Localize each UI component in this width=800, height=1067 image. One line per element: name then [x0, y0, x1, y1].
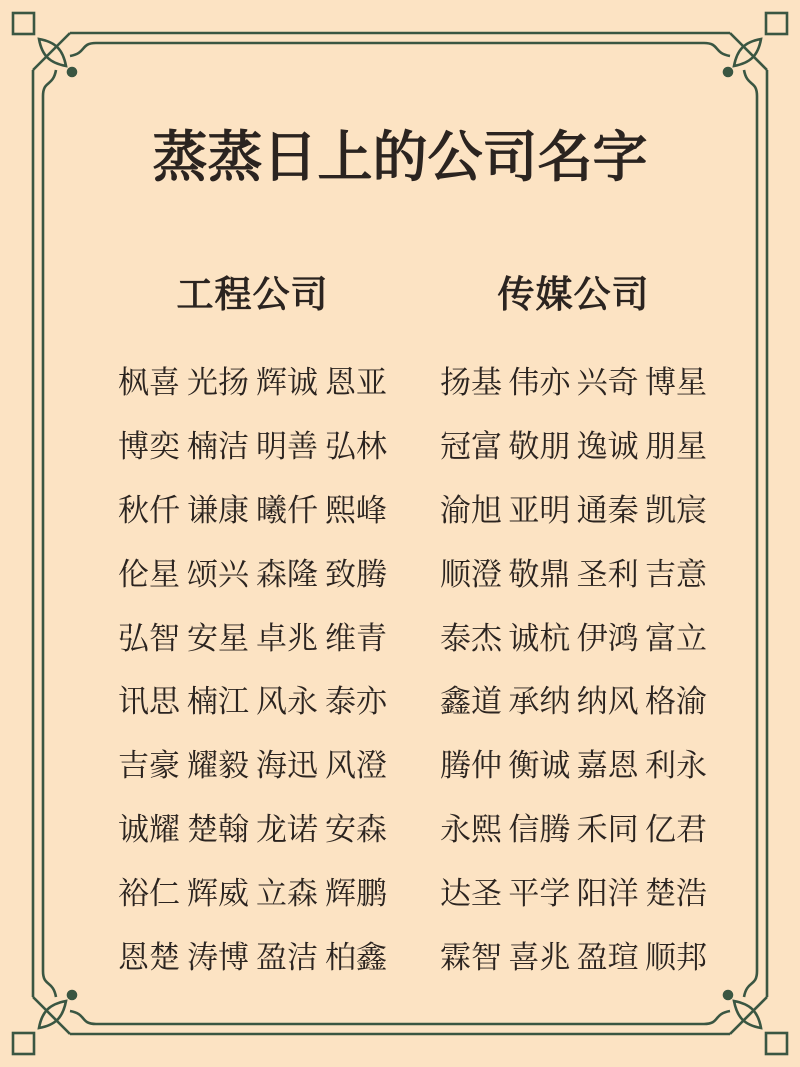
company-name: 伟亦	[508, 365, 571, 402]
company-name: 泰杰	[440, 620, 502, 657]
name-row	[440, 795, 707, 859]
name-row	[118, 731, 387, 795]
company-name: 盈瑄	[576, 939, 639, 976]
name-row	[440, 539, 707, 603]
name-row	[118, 348, 387, 412]
name-row	[118, 922, 387, 986]
company-name: 伊鸿	[576, 620, 639, 657]
company-name: 博星	[644, 365, 707, 402]
company-name: 诚杭	[508, 620, 571, 657]
company-name: 鑫道	[440, 684, 502, 721]
company-name: 衡诚	[508, 748, 571, 785]
company-name: 伦星	[118, 556, 180, 593]
company-name: 辉鹏	[325, 875, 387, 912]
company-name: 森隆	[256, 556, 318, 593]
company-name: 顺邦	[644, 939, 707, 976]
name-row	[440, 476, 707, 540]
border-bottom-lines	[70, 1024, 730, 1034]
company-name: 承纳	[508, 684, 571, 721]
company-name: 腾仲	[440, 748, 502, 785]
company-name: 平学	[508, 875, 571, 912]
company-name: 涛博	[187, 939, 249, 976]
name-row	[440, 922, 707, 986]
company-name: 谦康	[187, 492, 249, 529]
company-name: 楠江	[187, 684, 249, 721]
company-name: 吉豪	[118, 748, 180, 785]
company-name: 讯思	[118, 684, 180, 721]
company-name: 卓兆	[256, 620, 318, 657]
company-name: 曦仟	[256, 492, 318, 529]
name-row	[118, 539, 387, 603]
company-name: 枫喜	[118, 365, 180, 402]
company-name: 光扬	[187, 365, 249, 402]
column-media	[440, 274, 707, 986]
company-name: 永熙	[440, 811, 502, 848]
name-row	[118, 667, 387, 731]
company-name: 冠富	[440, 429, 502, 466]
company-name: 富立	[644, 620, 707, 657]
company-name: 恩亚	[325, 365, 387, 402]
company-name: 敬朋	[508, 429, 571, 466]
company-name: 安星	[187, 620, 249, 657]
company-name: 信腾	[508, 811, 571, 848]
company-name: 博奕	[118, 429, 180, 466]
company-name: 禾同	[576, 811, 639, 848]
company-name: 致腾	[325, 556, 387, 593]
name-row	[440, 858, 707, 922]
company-name: 凯宸	[644, 492, 707, 529]
company-name: 阳洋	[576, 875, 639, 912]
company-name: 楚翰	[187, 811, 249, 848]
company-name: 颂兴	[187, 556, 249, 593]
company-name: 楠洁	[187, 429, 249, 466]
company-name: 风澄	[325, 748, 387, 785]
company-name: 逸诚	[576, 429, 639, 466]
company-name: 安森	[325, 811, 387, 848]
company-name: 柏鑫	[325, 939, 387, 976]
company-name: 弘智	[118, 620, 180, 657]
name-row	[440, 348, 707, 412]
company-name: 顺澄	[440, 556, 502, 593]
company-name: 盈洁	[256, 939, 318, 976]
company-name: 格渝	[644, 684, 707, 721]
name-row	[118, 412, 387, 476]
company-name: 秋仟	[118, 492, 180, 529]
company-name: 亿君	[644, 811, 707, 848]
company-name: 立森	[256, 875, 318, 912]
company-name: 嘉恩	[576, 748, 639, 785]
company-name: 通秦	[576, 492, 639, 529]
column-engineering	[118, 274, 387, 986]
name-row	[118, 795, 387, 859]
company-name: 亚明	[508, 492, 571, 529]
company-name: 风永	[256, 684, 318, 721]
name-row	[118, 858, 387, 922]
name-row	[118, 476, 387, 540]
company-name: 维青	[325, 620, 387, 657]
company-name: 吉意	[644, 556, 707, 593]
company-name: 敬鼎	[508, 556, 571, 593]
company-name: 海迅	[256, 748, 318, 785]
name-row	[118, 603, 387, 667]
company-name: 利永	[644, 748, 707, 785]
company-name: 辉诚	[256, 365, 318, 402]
company-name: 恩楚	[118, 939, 180, 976]
company-name: 纳风	[576, 684, 639, 721]
company-name: 霖智	[440, 939, 502, 976]
company-name: 裕仁	[118, 875, 180, 912]
company-name: 龙诺	[256, 811, 318, 848]
name-row	[440, 412, 707, 476]
page-title: 蒸蒸日上的公司名字	[152, 124, 648, 189]
company-name: 楚浩	[644, 875, 707, 912]
column-header-engineering: 工程公司	[176, 272, 329, 316]
name-columns	[0, 274, 800, 986]
company-name: 渝旭	[440, 492, 502, 529]
column-header-media: 传媒公司	[497, 272, 650, 316]
company-name: 耀毅	[187, 748, 249, 785]
company-name: 达圣	[440, 875, 502, 912]
company-name: 喜兆	[508, 939, 571, 976]
name-row	[440, 731, 707, 795]
company-name: 兴奇	[576, 365, 639, 402]
company-name: 朋星	[644, 429, 707, 466]
media-name-list	[440, 348, 707, 986]
company-name: 辉威	[187, 875, 249, 912]
name-row	[440, 603, 707, 667]
company-name: 弘林	[325, 429, 387, 466]
engineering-name-list	[118, 348, 387, 986]
company-name: 圣利	[576, 556, 639, 593]
company-name: 诚耀	[118, 811, 180, 848]
name-row	[440, 667, 707, 731]
company-name: 熙峰	[325, 492, 387, 529]
company-name: 扬基	[440, 365, 502, 402]
company-name: 泰亦	[325, 684, 387, 721]
company-name: 明善	[256, 429, 318, 466]
